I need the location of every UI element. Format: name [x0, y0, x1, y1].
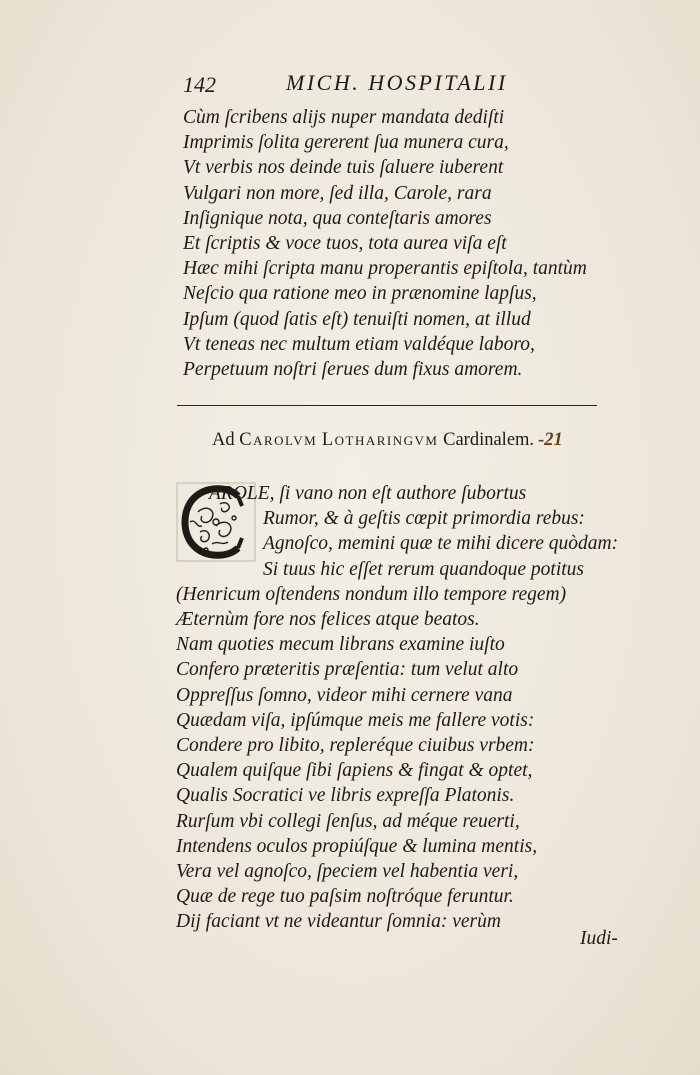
poem-first: [183, 105, 623, 382]
poem-line: Quædam viſa, ipſúmque meis me fallere votis:: [176, 709, 535, 731]
poem-line: Dij faciant vt ne videantur ſomnia: verùm: [176, 911, 501, 933]
poem-line: Oppreſſus ſomno, videor mihi cernere vana: [176, 684, 513, 706]
poem-line: Condere pro libito, repleréque ciuibus vrbem:: [176, 735, 535, 757]
poem-line: Imprimis ſolita gererent ſua munera cura,: [183, 132, 509, 154]
page-header: [183, 70, 583, 102]
catchword: Iudi-: [580, 928, 618, 949]
poem-line: Vulgari non more, ſed illa, Carole, rara: [183, 182, 492, 204]
poem-line: Si tuus hic eſſet rerum quandoque potitus: [263, 558, 584, 580]
poem-line: Æternùm fore nos felices atque beatos.: [176, 609, 480, 631]
poem-line: Vt verbis nos deinde tuis ſaluere iuberent: [183, 157, 504, 179]
poem-line: Nam quoties mecum librans examine iuſto: [176, 634, 505, 656]
poem-line: Neſcio qua ratione meo in prænomine lapſus,: [183, 283, 537, 305]
poem-line: AROLE, ſi vano non eſt authore ſubortus: [209, 483, 527, 504]
poem-heading: [212, 430, 652, 451]
heading-name-carolum: Carolvm: [239, 430, 318, 450]
page-number: 142: [183, 72, 216, 97]
poem-line: Intendens oculos propiúſque & lumina mentis,: [176, 835, 538, 857]
poem-line: (Henricum oſtendens nondum illo tempore regem): [176, 583, 567, 605]
poem-line: Vt teneas nec multum etiam valdéque laboro,: [183, 333, 535, 355]
section-divider: [177, 405, 597, 406]
poem-line: Rumor, & à geſtis cœpit primordia rebus:: [263, 508, 585, 530]
poem-line: Agnoſco, memini quæ te mihi dicere quòdam:: [263, 533, 619, 555]
poem-line: Inſignique nota, qua conteſtaris amores: [183, 207, 492, 229]
poem-line: Hæc mihi ſcripta manu properantis epiſtola, tantùm: [183, 258, 587, 280]
poem-line: Et ſcriptis & voce tuos, tota aurea viſa eſt: [183, 233, 507, 255]
poem-line: Qualis Socratici ve libris expreſſa Platonis.: [176, 785, 515, 807]
poem-line: Confero præteritis præſentia: tum velut alto: [176, 659, 519, 681]
running-title: MICH. HOSPITALII: [286, 70, 508, 95]
poem-line: Qualem quiſque ſibi ſapiens & fingat & optet,: [176, 760, 533, 782]
poem-line: Ipſum (quod ſatis eſt) tenuiſti nomen, at illud: [183, 308, 531, 330]
heading-name-lotharingum: Lotharingvm: [321, 430, 439, 450]
poem-line: Rurſum vbi collegi ſenſus, ad méque reuerti,: [176, 810, 520, 832]
handwritten-mark: -21: [538, 430, 563, 450]
heading-suffix: Cardinalem.: [438, 430, 535, 450]
heading-prefix: Ad: [212, 430, 240, 450]
poem-line: Perpetuum noſtri ſerues dum fixus amorem.: [183, 359, 523, 381]
poem-line: Cùm ſcribens aliјs nuper mandata dediſti: [183, 107, 505, 128]
poem-line: Vera vel agnoſco, ſpeciem vel habentia veri,: [176, 861, 519, 883]
poem-second: [176, 481, 646, 935]
poem-line: Quæ de rege tuo paſsim noſtróque feruntur.: [176, 886, 514, 908]
